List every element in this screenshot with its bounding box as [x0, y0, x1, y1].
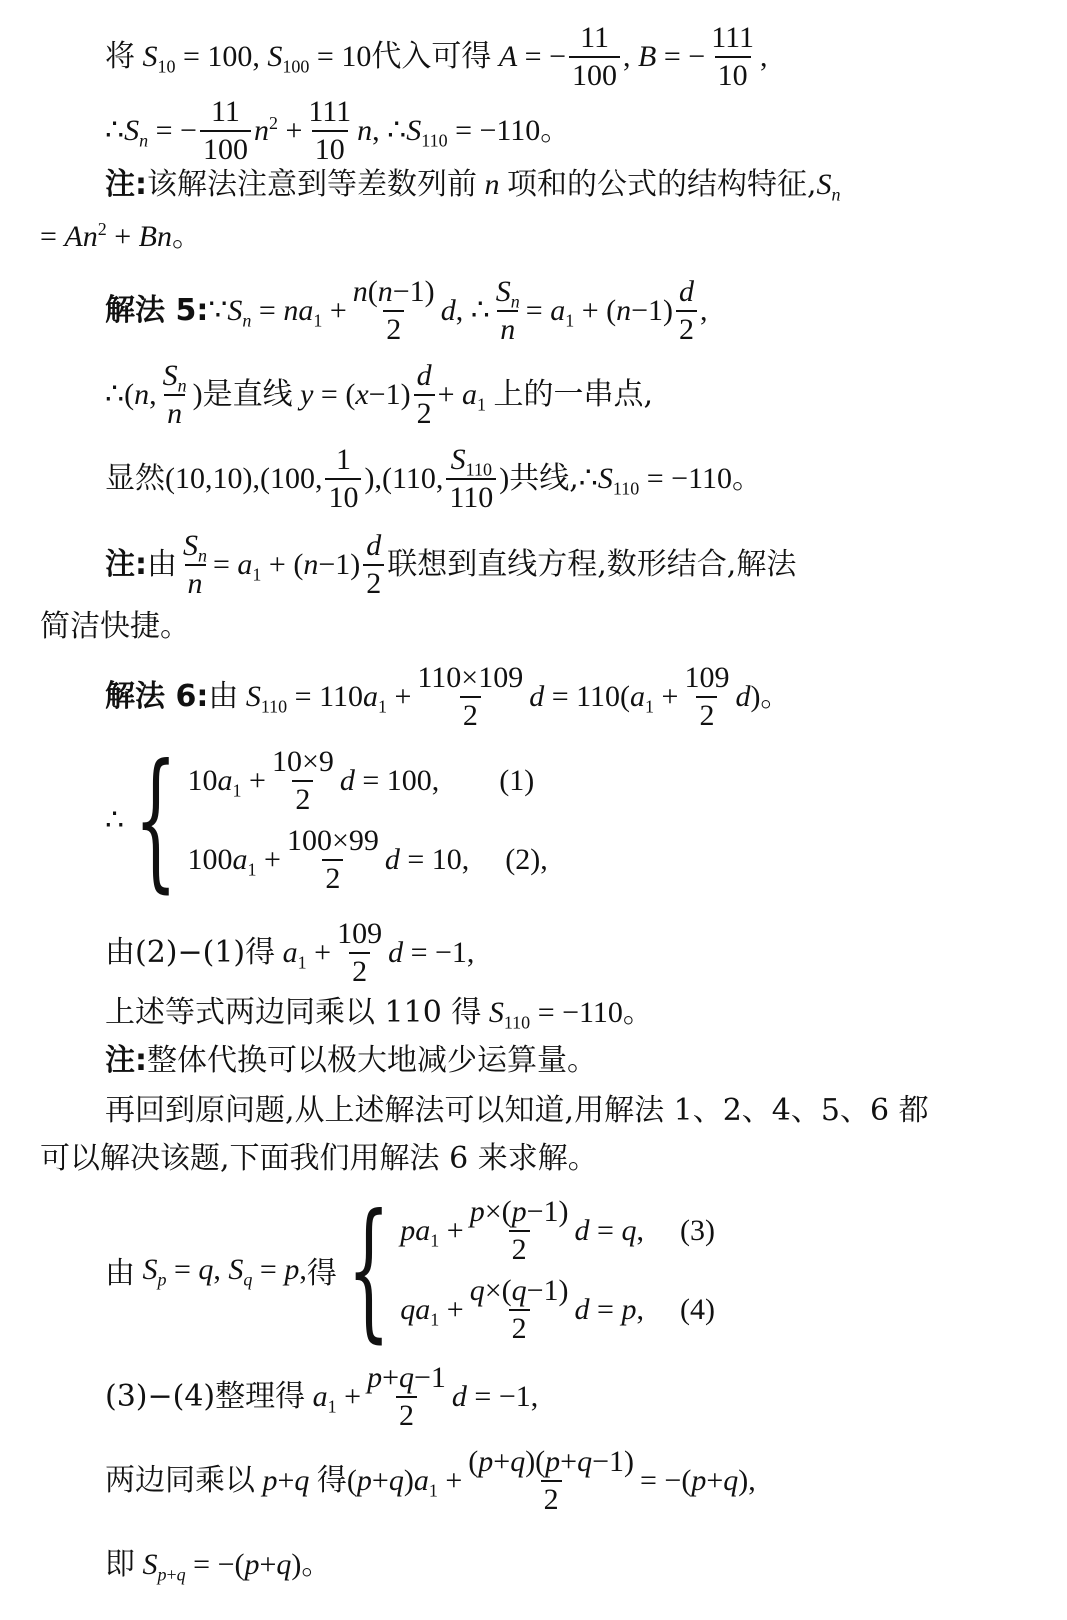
equation-tag: (4): [679, 1292, 715, 1326]
equation-system-1: ∴ { $10a_1$ + $\frac{10\times 9}{2}$ d = 100, (1) $100a_1$ + $\frac{100\times 99}{2}$ d = 10, (2) ,: [105, 733, 548, 907]
fraction: $\frac{d}{2}$: [363, 530, 384, 599]
fraction: $\frac{109}{2}$: [337, 917, 383, 988]
note-label: 注:: [105, 1043, 147, 1078]
solution-5-line-3: 显然 (10,10),(100, $\frac{1}{10}$ ),(110, $\frac{S_{110}}{110}$ ) 共线, $\therefore S_{110} = -110$。: [105, 443, 762, 514]
text: 两边同乘以: [105, 1462, 255, 1498]
text: 显然: [105, 460, 165, 496]
fraction: $\frac{111}{10}$: [308, 95, 352, 166]
fraction: $\frac{109}{2}$: [684, 661, 730, 732]
text: 共线,: [509, 460, 579, 496]
conclusion-line: 即 $S_{p+q} = -(p+q)$。: [105, 1547, 332, 1585]
text: 再回到原问题,从上述解法可以知道,用解法 1、2、4、5、6 都: [105, 1093, 929, 1128]
equation-tag: (3): [679, 1213, 715, 1247]
text: 代入可得: [371, 38, 492, 74]
fraction: $\frac{S_{110}}{110}$: [446, 444, 496, 513]
equation-tag: (2): [505, 842, 541, 876]
paragraph-line-2: [40, 1141, 598, 1176]
note-1: 注: 该解法注意到等差数列前 n 项和的公式的结构特征, $S_n$: [105, 167, 841, 205]
equation-2: $100a_1$ + $\frac{100\times 99}{2}$ d = 10, (2) ,: [187, 824, 548, 895]
fraction: $\frac{11}{100}$: [200, 96, 251, 165]
text: 即: [105, 1547, 135, 1582]
fraction: $\frac{1}{10}$: [325, 444, 361, 513]
text: 得: [306, 1256, 337, 1291]
note-2: 注: 由 $\frac{S_n}{n}$ = $a_1 + (n-1)$ $\frac{d}{2}$ 联想到直线方程,数形结合,解法: [105, 529, 797, 600]
text: 可以解决该题,下面我们用解法 6 来求解。: [40, 1141, 598, 1176]
note-label: 注:: [105, 167, 147, 202]
fraction: $\frac{111}{10}$: [711, 21, 754, 92]
note-3: [105, 1043, 597, 1078]
text: (3)−(4)整理得: [105, 1378, 306, 1414]
fraction: $\frac{110\times 109}{2}$: [417, 661, 524, 732]
line-2: $\therefore S_n$ = − $\frac{11}{100}$ $n^2$ + $\frac{111}{10}$ n, $\therefore S_{110} = -110$。: [105, 95, 571, 166]
text: 是直线: [202, 376, 293, 412]
fraction: $\frac{S_n}{n}$: [183, 529, 207, 600]
equation-3: $pa_1$ + $\frac{p\times(p-1)}{2}$ d = q, (3): [400, 1195, 715, 1266]
fraction: $\frac{d}{2}$: [676, 276, 697, 345]
text: 联想到直线方程,数形结合,解法: [387, 546, 797, 582]
solution-5-line-1: 解法 5: $\because S_n = na_1$ + $\frac{n(n-1)}{2}$ d, ∴ $\frac{S_n}{n}$ = $a_1 + (n-1)$ $\frac{d}{2}$ ,: [105, 275, 708, 346]
solution-6-line-2: 由(2)−(1)得 $a_1$ + $\frac{109}{2}$ d = −1,: [105, 917, 475, 988]
note-label: 注:: [105, 546, 147, 582]
text: 上述等式两边同乘以 110 得: [105, 995, 482, 1030]
note-1-cont: = $An^2 + Bn$。: [40, 219, 202, 253]
solution-5-line-2: ∴(n, $\frac{S_n}{n}$ ) 是直线 y = (x−1) $\frac{d}{2}$ + $a_1$ 上的一串点,: [105, 359, 654, 430]
derivation-line-1: (3)−(4)整理得 $a_1$ + $\frac{p+q-1}{2}$ d = −1,: [105, 1361, 539, 1432]
fraction: $\frac{d}{2}$: [414, 360, 435, 429]
text: 由: [147, 546, 177, 582]
paragraph-line-1: [105, 1093, 929, 1128]
solution-label: 解法 6:: [105, 678, 209, 714]
line-1: 将 $S_{10} = 100$, $S_{100} = 10$ 代入可得 A = − $\frac{11}{100}$ , B = − $\frac{111}{10}$ ,: [105, 21, 768, 92]
note-2-cont: [40, 609, 190, 644]
text: 简洁快捷。: [40, 609, 190, 644]
solution-label: 解法 5:: [105, 292, 209, 328]
text: 由: [105, 1256, 135, 1291]
equation-1: $10a_1$ + $\frac{10\times 9}{2}$ d = 100, (1): [187, 745, 535, 816]
equation-tag: (1): [499, 763, 535, 797]
fraction: $\frac{S_n}{n}$: [162, 359, 187, 430]
text: 整体代换可以极大地减少运算量。: [147, 1043, 597, 1078]
derivation-line-2: 两边同乘以 p+q 得 $(p+q)a_1$ + $\frac{(p+q)(p+q-1)}{2}$ = −(p+q),: [105, 1445, 756, 1516]
fraction: $\frac{n(n-1)}{2}$: [352, 275, 435, 346]
text: 上的一串点,: [493, 376, 654, 412]
text: 该解法注意到等差数列前: [147, 167, 477, 202]
equation-4: $qa_1$ + $\frac{q\times(q-1)}{2}$ d = p, (4): [400, 1274, 715, 1345]
text: 得: [316, 1462, 347, 1498]
fraction: $\frac{p+q-1}{2}$: [367, 1361, 446, 1432]
solution-6-line-3: 上述等式两边同乘以 110 得 $S_{110} = -110$。: [105, 995, 653, 1033]
text: 由: [208, 678, 239, 714]
fraction: $\frac{(p+q)(p+q-1)}{2}$: [468, 1445, 635, 1516]
text: 由(2)−(1)得: [105, 934, 276, 970]
equation-system-2: 由 $S_p = q$, $S_q = p$, 得 { $pa_1$ + $\frac{p\times(p-1)}{2}$ d = q, (3) $qa_1$ + $\frac{q\times(q-1)}{2}$ d = p, (4): [105, 1183, 715, 1357]
text: 将: [105, 38, 135, 74]
text: 项和的公式的结构特征,: [507, 167, 817, 202]
solution-6-line-1: 解法 6: 由 $S_{110} = 110a_1$ + $\frac{110\times 109}{2}$ $d = 110(a_1$ + $\frac{109}{2}$ d)。: [105, 661, 791, 732]
fraction: $\frac{11}{100}$: [569, 22, 620, 91]
fraction: $\frac{S_n}{n}$: [495, 275, 520, 346]
